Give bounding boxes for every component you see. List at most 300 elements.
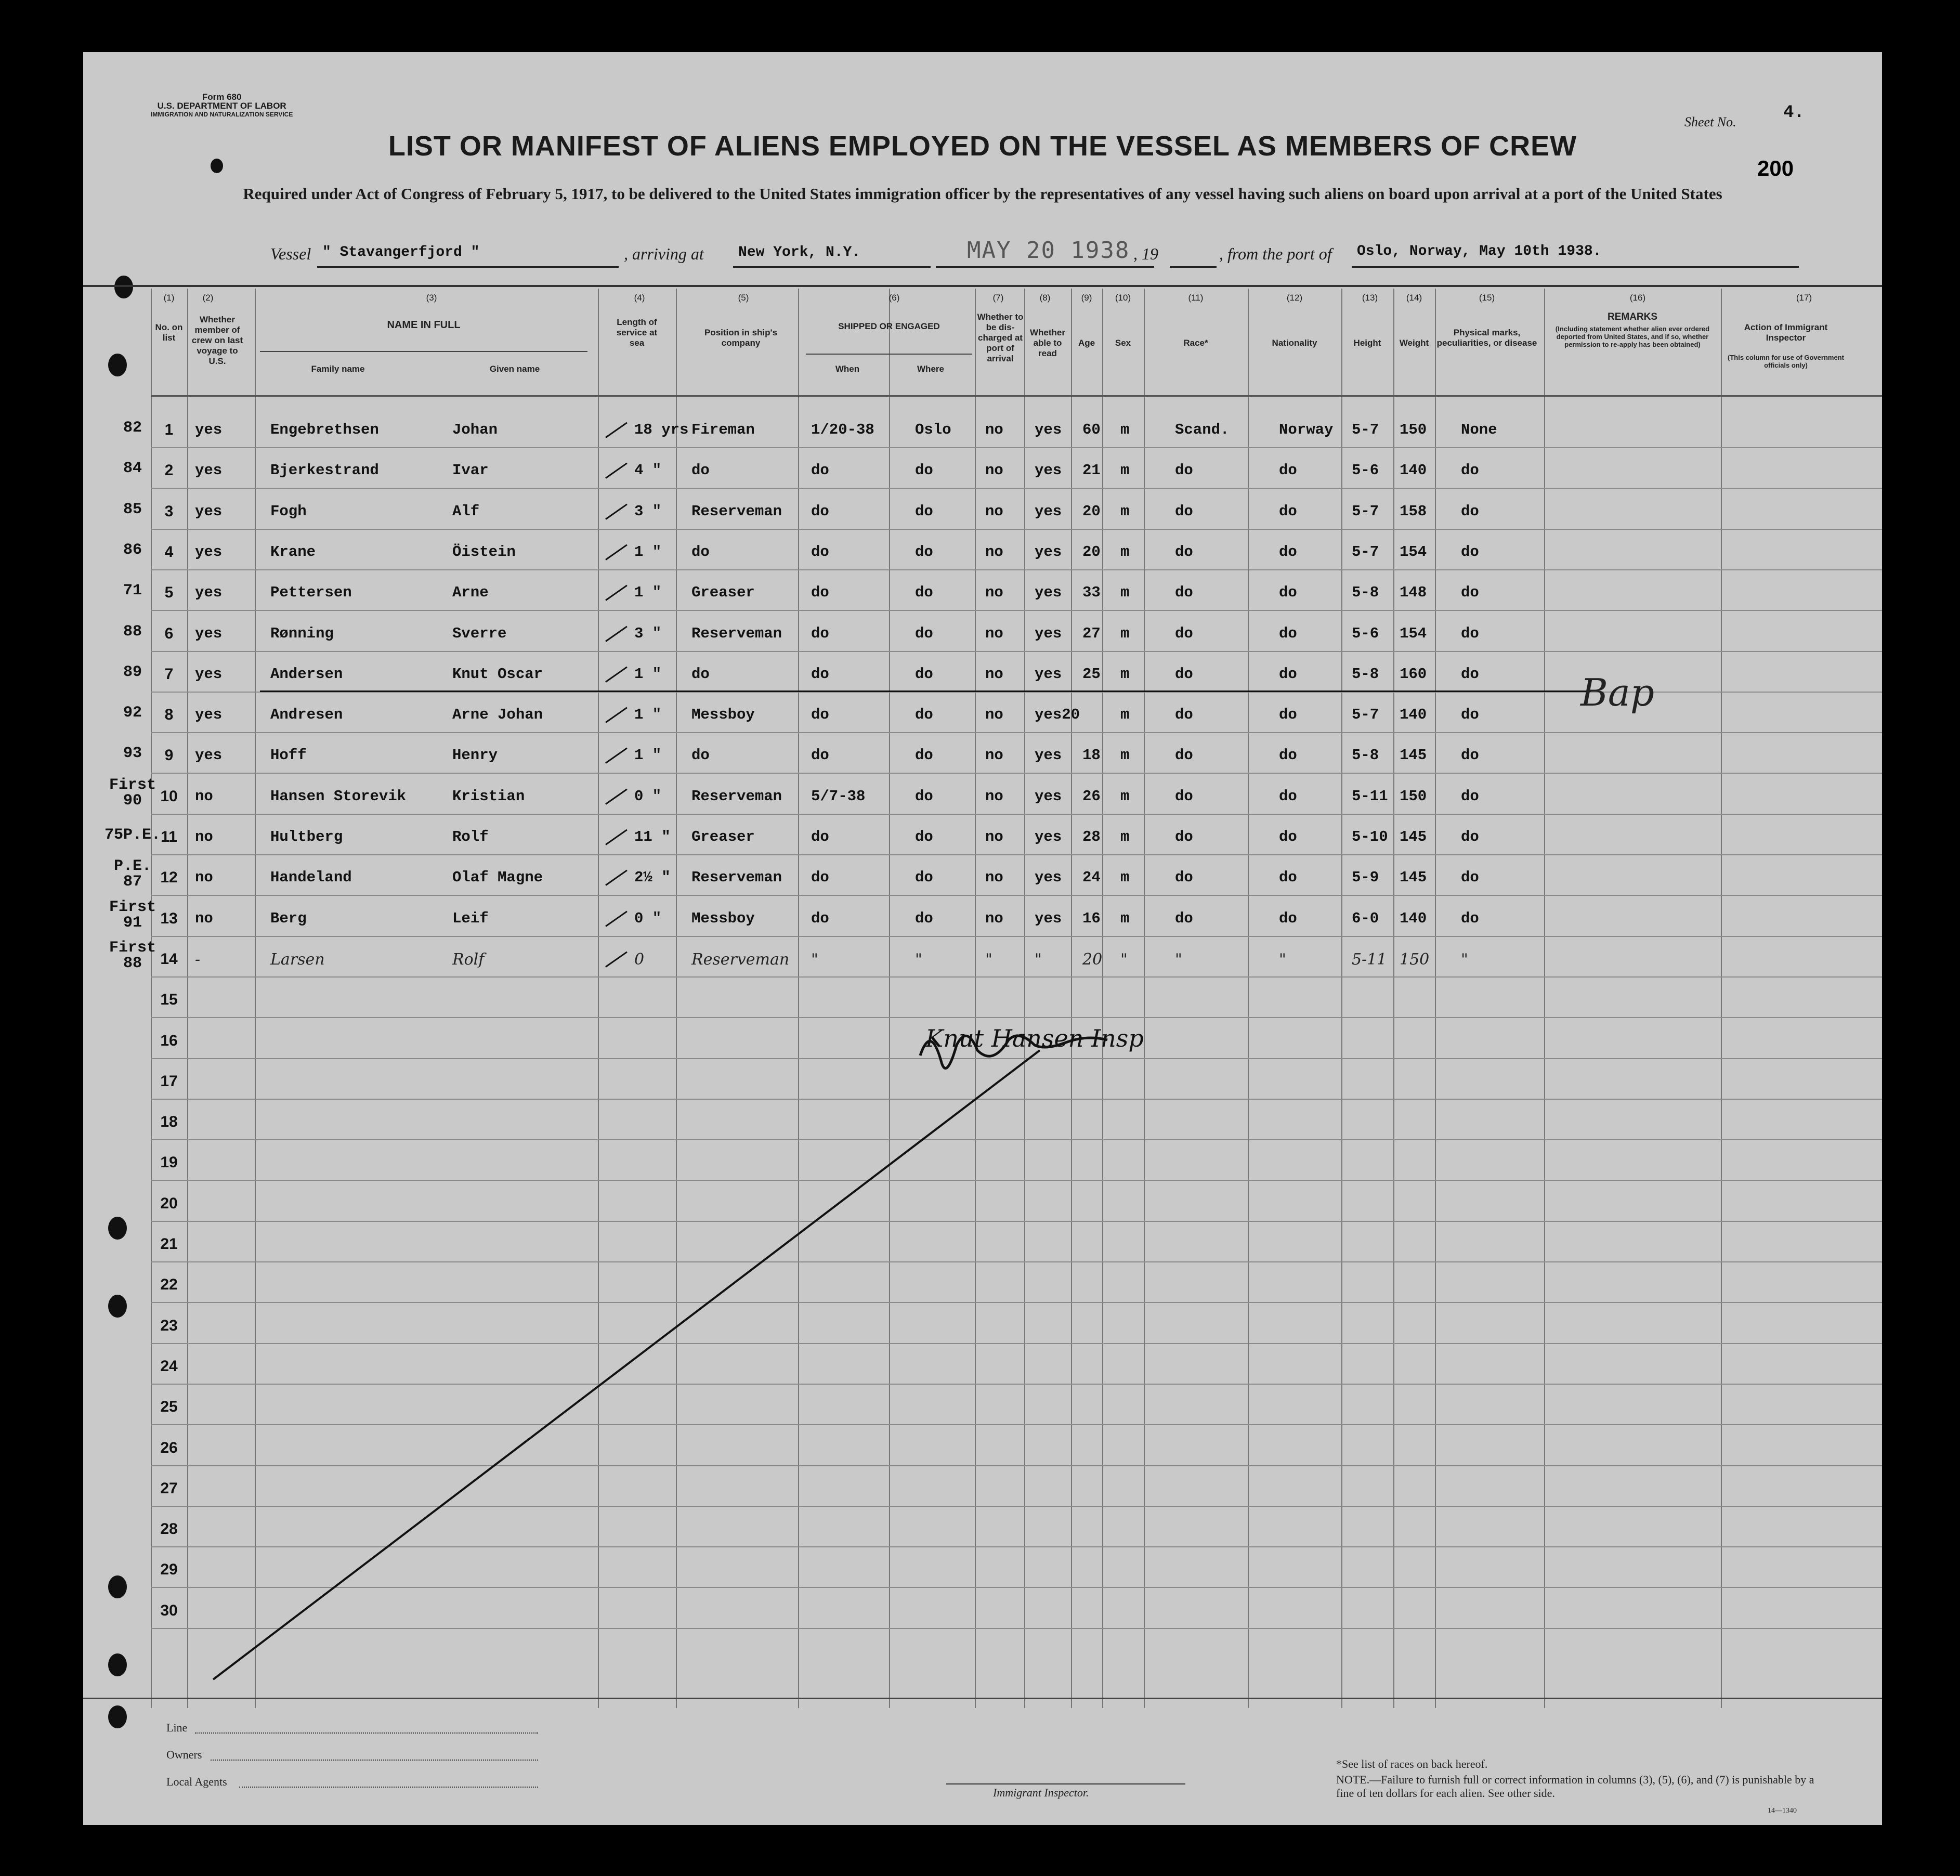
cell-sex: m (1120, 869, 1130, 887)
cell-nationality: do (1279, 584, 1297, 602)
sheet-number: 4. (1783, 103, 1805, 123)
cell-weight: 145 (1400, 828, 1427, 845)
sheet-label: Sheet No. (1684, 114, 1736, 129)
cell-height: 5-8 (1352, 584, 1379, 602)
cell-position: Reserveman (691, 787, 782, 805)
cell-race: do (1175, 502, 1193, 520)
cell-sex: m (1120, 747, 1130, 764)
cell-read: yes (1035, 584, 1062, 602)
cell-nationality: " (1279, 950, 1286, 969)
row-number: 9 (164, 747, 174, 764)
row-number: 13 (160, 909, 178, 927)
cell-weight: 150 (1400, 950, 1430, 969)
header-shipped-engaged: SHIPPED OR ENGAGED (838, 321, 940, 331)
cell-position: Reserveman (691, 502, 782, 520)
cell-crew: yes (195, 706, 223, 724)
cell-given: Knut Oscar (452, 665, 543, 683)
cell-read: yes (1035, 787, 1062, 805)
col-num: (5) (738, 293, 749, 303)
cell-marks: do (1461, 869, 1479, 887)
form-number: Form 680 (202, 92, 242, 102)
cell-discharged: no (985, 665, 1003, 683)
col-num: (3) (426, 293, 437, 303)
left-margin-number: First 88 (109, 939, 156, 972)
left-margin-number: 92 (123, 704, 142, 722)
cell-weight: 140 (1400, 909, 1427, 927)
cell-age: 60 (1082, 421, 1101, 438)
cell-sex: m (1120, 665, 1130, 683)
cell-discharged: no (985, 787, 1003, 805)
cell-given: Kristian (452, 787, 525, 805)
row-number: 27 (160, 1479, 178, 1497)
cell-nationality: do (1279, 706, 1297, 724)
cell-family: Andresen (270, 706, 343, 724)
cell-given: Ivar (452, 462, 489, 479)
cell-weight: 148 (1400, 584, 1427, 602)
cell-marks: do (1461, 665, 1479, 683)
cell-marks: do (1461, 909, 1479, 927)
cell-marks: do (1461, 502, 1479, 520)
footer-owners-label: Owners (166, 1748, 202, 1761)
cell-read: yes (1035, 421, 1062, 438)
left-margin-number: 89 (123, 663, 142, 681)
footer-agents-label: Local Agents (166, 1775, 227, 1788)
left-margin-number: 84 (123, 460, 142, 478)
cell-where: do (915, 543, 933, 561)
cell-where: Oslo (915, 421, 951, 438)
col-num: (11) (1188, 293, 1204, 303)
left-margin-number: 71 (123, 582, 142, 600)
cell-nationality: do (1279, 624, 1297, 642)
cell-marks: do (1461, 584, 1479, 602)
from-port: Oslo, Norway, May 10th 1938. (1357, 243, 1602, 259)
cell-height: 5-6 (1352, 462, 1379, 479)
cell-read: yes (1035, 624, 1062, 642)
header-given-name: Given name (489, 364, 540, 374)
cell-when: 5/7-38 (811, 787, 866, 805)
cell-when: do (811, 706, 829, 724)
cell-sex: m (1120, 909, 1130, 927)
col-num: (12) (1286, 293, 1303, 303)
cell-crew: no (195, 828, 213, 845)
cell-read: yes (1035, 869, 1062, 887)
cell-service: 4 " (634, 462, 662, 479)
cell-height: 5-11 (1352, 787, 1388, 805)
cell-given: Arne (452, 584, 489, 602)
cell-position: do (691, 747, 710, 764)
arriving-port: New York, N.Y. (738, 244, 861, 260)
cell-read: yes20 (1035, 706, 1080, 724)
cell-when: 1/20-38 (811, 421, 874, 438)
footer-line-label: Line (166, 1721, 188, 1734)
row-number: 1 (164, 421, 174, 438)
cell-family: Hultberg (270, 828, 343, 845)
cell-marks: do (1461, 828, 1479, 845)
cell-family: Engebrethsen (270, 421, 379, 438)
cell-nationality: do (1279, 869, 1297, 887)
cell-when: do (811, 909, 829, 927)
cell-discharged: no (985, 502, 1003, 520)
cell-family: Hansen Storevik (270, 787, 407, 805)
header-name-in-full: NAME IN FULL (387, 319, 461, 331)
cell-where: do (915, 706, 933, 724)
row-number: 22 (160, 1276, 178, 1294)
cell-sex: m (1120, 502, 1130, 520)
cell-family: Andersen (270, 665, 343, 683)
cell-discharged: no (985, 584, 1003, 602)
cell-where: do (915, 747, 933, 764)
cell-race: do (1175, 462, 1193, 479)
col-num: (9) (1081, 293, 1092, 303)
cell-crew: yes (195, 421, 223, 438)
header-nationality: Nationality (1272, 338, 1317, 348)
cell-service: 0 (634, 950, 645, 969)
cell-age: 20 (1082, 502, 1101, 520)
cell-when: do (811, 543, 829, 561)
row-number: 28 (160, 1520, 178, 1538)
arriving-label: , arriving at (624, 244, 704, 263)
cell-when: do (811, 665, 829, 683)
cell-when: do (811, 747, 829, 764)
manifest-sheet (83, 52, 1882, 1825)
cell-race: do (1175, 624, 1193, 642)
row-number: 16 (160, 1032, 178, 1049)
cell-age: 16 (1082, 909, 1101, 927)
cell-race: do (1175, 909, 1193, 927)
cell-read: yes (1035, 462, 1062, 479)
row-number: 18 (160, 1113, 178, 1131)
cell-nationality: do (1279, 909, 1297, 927)
cell-discharged: no (985, 747, 1003, 764)
cell-discharged: no (985, 706, 1003, 724)
cell-service: 1 " (634, 584, 662, 602)
cell-crew: no (195, 869, 213, 887)
col-num: (1) (163, 293, 175, 303)
cell-given: Sverre (452, 624, 507, 642)
form-title: LIST OR MANIFEST OF ALIENS EMPLOYED ON THE VESSEL AS MEMBERS OF CREW (388, 131, 1577, 162)
cell-crew: - (195, 950, 201, 969)
cell-weight: 145 (1400, 869, 1427, 887)
cell-marks: None (1461, 421, 1497, 438)
cell-given: Olaf Magne (452, 869, 543, 887)
cell-nationality: do (1279, 462, 1297, 479)
cell-read: yes (1035, 828, 1062, 845)
cell-read: " (1035, 950, 1042, 969)
col-num: (16) (1629, 293, 1646, 303)
cell-age: 25 (1082, 665, 1101, 683)
cell-discharged: no (985, 421, 1003, 438)
cell-height: 5-10 (1352, 828, 1388, 845)
cell-weight: 160 (1400, 665, 1427, 683)
cell-position: Messboy (691, 706, 755, 724)
cell-position: Messboy (691, 909, 755, 927)
header-no-on-list: No. on list (155, 322, 183, 343)
remark-bap: Bap (1580, 671, 1654, 714)
row-number: 15 (160, 991, 178, 1009)
vessel-label: Vessel (270, 244, 311, 263)
service-name: IMMIGRATION AND NATURALIZATION SERVICE (151, 111, 293, 118)
header-where: Where (917, 364, 944, 374)
cell-height: 5-7 (1352, 421, 1379, 438)
cell-height: 6-0 (1352, 909, 1379, 927)
row-number: 21 (160, 1235, 178, 1253)
row-number: 26 (160, 1439, 178, 1456)
cell-crew: yes (195, 462, 223, 479)
header-action-inspector-note: (This column for use of Government officials only) (1728, 354, 1844, 369)
left-margin-number: 86 (123, 541, 142, 559)
cell-service: 3 " (634, 502, 662, 520)
cell-where: do (915, 665, 933, 683)
cell-family: Krane (270, 543, 316, 561)
cell-position: Reserveman (691, 869, 782, 887)
cell-family: Handeland (270, 869, 352, 887)
cell-sex: m (1120, 462, 1130, 479)
cell-height: 5-8 (1352, 665, 1379, 683)
cell-race: do (1175, 747, 1193, 764)
header-physical-marks: Physical marks, peculiarities, or disease (1436, 328, 1537, 348)
cell-nationality: do (1279, 502, 1297, 520)
cell-crew: yes (195, 584, 223, 602)
cell-marks: do (1461, 706, 1479, 724)
cell-height: 5-11 (1352, 950, 1387, 969)
cell-weight: 150 (1400, 421, 1427, 438)
row-number: 14 (160, 950, 178, 968)
cell-given: Öistein (452, 543, 516, 561)
left-margin-number: 85 (123, 500, 142, 518)
cell-service: 0 " (634, 909, 662, 927)
header-remarks-note: (Including statement whether alien ever ordered deported from United States, and if so, whether permission to re-apply has been obtained) (1555, 325, 1710, 348)
cell-age: 21 (1082, 462, 1101, 479)
department-name: U.S. DEPARTMENT OF LABOR (157, 101, 286, 111)
left-margin-number: 88 (123, 622, 142, 641)
row-number: 23 (160, 1317, 178, 1334)
cell-given: Leif (452, 909, 489, 927)
cell-height: 5-7 (1352, 502, 1379, 520)
cell-family: Hoff (270, 747, 307, 764)
cell-when: do (811, 869, 829, 887)
cell-given: Alf (452, 502, 480, 520)
col-num: (2) (202, 293, 214, 303)
col-num: (14) (1406, 293, 1422, 303)
cell-where: do (915, 869, 933, 887)
cell-race: do (1175, 787, 1193, 805)
inspector-signature: Knut Hansen Insp (925, 1024, 1144, 1052)
row-number: 30 (160, 1601, 178, 1619)
cell-height: 5-9 (1352, 869, 1379, 887)
cell-service: 1 " (634, 543, 662, 561)
cell-where: do (915, 909, 933, 927)
cell-read: yes (1035, 502, 1062, 520)
cell-where: do (915, 502, 933, 520)
cell-crew: yes (195, 543, 223, 561)
cell-nationality: do (1279, 828, 1297, 845)
year-label: , 19 (1133, 244, 1158, 263)
cell-age: 28 (1082, 828, 1101, 845)
cell-read: yes (1035, 747, 1062, 764)
cell-sex: m (1120, 421, 1130, 438)
cell-position: Greaser (691, 828, 755, 845)
left-margin-number: First 90 (109, 776, 156, 810)
header-remarks: REMARKS (1607, 311, 1658, 322)
cell-given: Rolf (452, 950, 485, 969)
form-subtitle: Required under Act of Congress of February 5, 1917, to be delivered to the United States immigration officer by the representatives of any vessel having such aliens on board upon arrival at a port of the United States (243, 185, 1722, 203)
cell-crew: yes (195, 665, 223, 683)
cell-family: Pettersen (270, 584, 352, 602)
footer-code: 14—1340 (1768, 1807, 1797, 1815)
footer-inspector-label: Immigrant Inspector. (993, 1786, 1089, 1799)
row-number: 20 (160, 1194, 178, 1212)
col-num: (10) (1115, 293, 1131, 303)
cell-marks: do (1461, 624, 1479, 642)
row-number: 11 (161, 828, 177, 845)
header-family-name: Family name (311, 364, 365, 374)
cell-service: 2½ " (634, 869, 671, 887)
cell-where: " (915, 950, 922, 969)
header-member-of-crew: Whether member of crew on last voyage to U.S. (191, 315, 243, 366)
cell-sex: " (1120, 950, 1128, 969)
date-stamp: MAY 20 1938 (967, 237, 1130, 264)
header-when: When (835, 364, 860, 374)
cell-position: do (691, 665, 710, 683)
col-num: (4) (634, 293, 645, 303)
cell-race: do (1175, 665, 1193, 683)
row-number: 8 (164, 706, 174, 724)
col-num: (7) (992, 293, 1004, 303)
cell-family: Bjerkestrand (270, 462, 379, 479)
cell-race: do (1175, 828, 1193, 845)
cell-nationality: Norway (1279, 421, 1334, 438)
cell-service: 1 " (634, 706, 662, 724)
row-number: 2 (164, 462, 174, 479)
cell-discharged: no (985, 828, 1003, 845)
cell-nationality: do (1279, 543, 1297, 561)
cell-where: do (915, 584, 933, 602)
cell-when: do (811, 828, 829, 845)
cell-sex: m (1120, 584, 1130, 602)
row-number: 25 (160, 1398, 178, 1416)
cell-nationality: do (1279, 747, 1297, 764)
row-number: 5 (164, 584, 174, 602)
cell-weight: 145 (1400, 747, 1427, 764)
cell-sex: m (1120, 828, 1130, 845)
cell-crew: no (195, 909, 213, 927)
cell-marks: do (1461, 787, 1479, 805)
cell-family: Fogh (270, 502, 307, 520)
cell-position: Greaser (691, 584, 755, 602)
cell-marks: do (1461, 543, 1479, 561)
cell-service: 0 " (634, 787, 662, 805)
cell-family: Berg (270, 909, 307, 927)
row-number: 12 (160, 869, 178, 887)
cell-discharged: no (985, 909, 1003, 927)
footer-note-races: *See list of races on back hereof. (1336, 1757, 1488, 1770)
cell-weight: 140 (1400, 462, 1427, 479)
cell-age: 20 (1082, 950, 1103, 969)
left-margin-number: P.E. 87 (113, 857, 151, 891)
cell-age: 18 (1082, 747, 1101, 764)
cell-position: Fireman (691, 421, 755, 438)
cell-given: Arne Johan (452, 706, 543, 724)
row-number: 4 (164, 543, 174, 561)
cell-race: " (1175, 950, 1182, 969)
cell-when: do (811, 502, 829, 520)
cell-race: do (1175, 584, 1193, 602)
from-label: , from the port of (1219, 244, 1332, 263)
cell-sex: m (1120, 787, 1130, 805)
row-number: 24 (160, 1357, 178, 1375)
cell-sex: m (1120, 624, 1130, 642)
cell-age: 24 (1082, 869, 1101, 887)
cell-age: 20 (1082, 543, 1101, 561)
cell-discharged: no (985, 624, 1003, 642)
header-weight: Weight (1399, 338, 1429, 348)
cell-weight: 158 (1400, 502, 1427, 520)
cell-position: do (691, 543, 710, 561)
row-number: 10 (160, 787, 178, 805)
cell-height: 5-6 (1352, 624, 1379, 642)
cell-crew: yes (195, 624, 223, 642)
cell-when: do (811, 624, 829, 642)
cell-discharged: no (985, 869, 1003, 887)
row-number: 29 (160, 1561, 178, 1579)
cell-age: 33 (1082, 584, 1101, 602)
cell-marks: do (1461, 747, 1479, 764)
cell-when: do (811, 584, 829, 602)
cell-where: do (915, 462, 933, 479)
cell-where: do (915, 828, 933, 845)
header-race: Race* (1183, 338, 1208, 348)
cell-where: do (915, 787, 933, 805)
cell-when: " (811, 950, 818, 969)
cell-race: Scand. (1175, 421, 1230, 438)
cell-when: do (811, 462, 829, 479)
col-num: (17) (1796, 293, 1812, 303)
cell-weight: 150 (1400, 787, 1427, 805)
cell-nationality: do (1279, 787, 1297, 805)
cell-height: 5-7 (1352, 543, 1379, 561)
vessel-name: " Stavangerfjord " (322, 244, 480, 260)
cell-where: do (915, 624, 933, 642)
header-height: Height (1353, 338, 1381, 348)
row-number: 7 (164, 665, 174, 683)
cell-race: do (1175, 706, 1193, 724)
cell-discharged: " (985, 950, 992, 969)
cell-position: do (691, 462, 710, 479)
col-num: (13) (1362, 293, 1378, 303)
row-number: 3 (164, 502, 174, 520)
left-margin-number: 93 (123, 745, 142, 763)
header-discharged: Whether to be dis-charged at port of arrival (977, 312, 1024, 363)
cell-service: 11 " (634, 828, 671, 845)
cell-discharged: no (985, 543, 1003, 561)
cell-race: do (1175, 869, 1193, 887)
cell-given: Rolf (452, 828, 489, 845)
cell-read: yes (1035, 665, 1062, 683)
cell-weight: 140 (1400, 706, 1427, 724)
header-age: Age (1078, 338, 1095, 348)
cell-read: yes (1035, 543, 1062, 561)
header-action-inspector: Action of Immigrant Inspector (1744, 322, 1828, 343)
cell-height: 5-7 (1352, 706, 1379, 724)
cell-read: yes (1035, 909, 1062, 927)
cell-weight: 154 (1400, 543, 1427, 561)
cell-sex: m (1120, 706, 1130, 724)
cell-family: Larsen (270, 950, 325, 969)
cell-given: Henry (452, 747, 498, 764)
cell-family: Rønning (270, 624, 334, 642)
footer-note-fine: NOTE.—Failure to furnish full or correct information in columns (3), (5), (6), and (7) is punishable by a fine of ten dollars for each alien. See other side. (1336, 1773, 1814, 1800)
cell-race: do (1175, 543, 1193, 561)
